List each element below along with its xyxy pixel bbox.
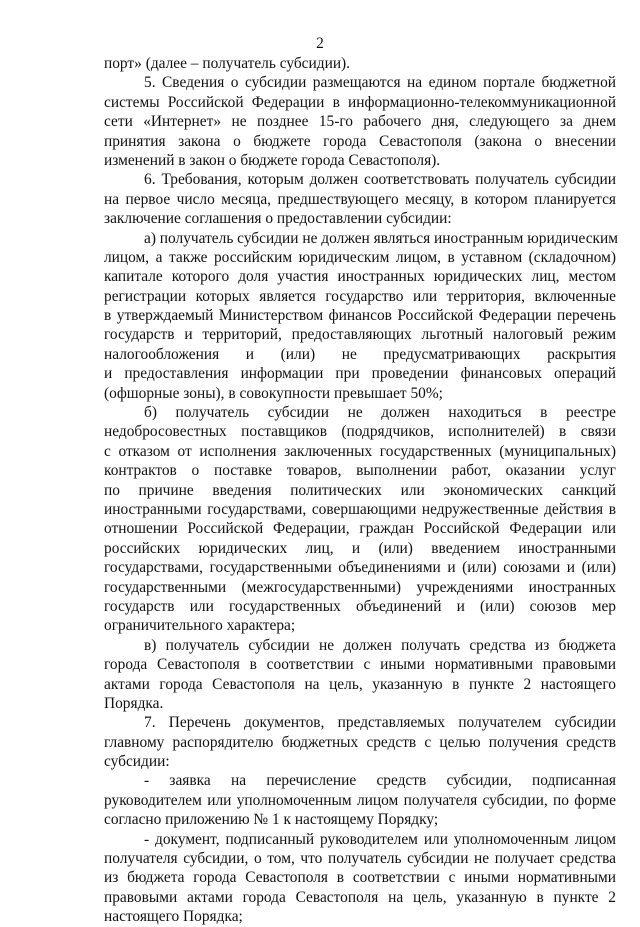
- text-line: государств или государственных объединений и (или) союзов мер: [104, 597, 616, 615]
- text-line: по причине введения политических или экономических санкций: [104, 481, 616, 499]
- text-line: - заявка на перечисление средств субсидии, подписанная: [144, 772, 616, 790]
- text-line: города Севастополя в соответствии с иными нормативными правовыми: [104, 656, 616, 674]
- document-body: [104, 54, 616, 927]
- text-line: принятия закона о бюджете города Севастополя (закона о внесении: [104, 132, 616, 150]
- text-line: в утверждаемый Министерством финансов Российской Федерации перечень: [104, 307, 616, 325]
- text-line: б) получатель субсидии не должен находиться в реестре: [144, 404, 616, 422]
- text-line: правовыми актами города Севастополя на цель, указанную в пункте 2: [104, 888, 616, 906]
- text-line: регистрации которых является государство или территория, включенные: [104, 287, 616, 305]
- text-line: (офшорные зоны), в совокупности превышает 50%;: [104, 384, 443, 402]
- text-line: главному распорядителю бюджетных средств с целью получения средств: [104, 733, 616, 751]
- text-line: согласно приложению № 1 к настоящему Порядку;: [104, 811, 439, 829]
- page-number: 2: [316, 35, 324, 52]
- text-line: государствами, государственными объединениями и (или) союзами и (или): [104, 559, 616, 577]
- text-line: руководителем или уполномоченным лицом получателя субсидии, по форме: [104, 791, 616, 809]
- text-line: Порядка.: [104, 694, 164, 712]
- text-line: актами города Севастополя на цель, указанную в пункте 2 настоящего: [104, 675, 616, 693]
- text-line: государств и территорий, предоставляющих льготный налоговый режим: [104, 326, 616, 344]
- text-line: а) получатель субсидии не должен являться иностранным юридическим: [144, 229, 618, 247]
- text-line: системы Российской Федерации в информационно-телекоммуникационной: [104, 93, 616, 111]
- text-line: контрактов о поставке товаров, выполнении работ, оказании услуг: [104, 462, 616, 480]
- text-line: изменений в закон о бюджете города Севастополя).: [104, 151, 441, 169]
- text-line: ограничительного характера;: [104, 617, 296, 635]
- text-line: на первое число месяца, предшествующего месяцу, в котором планируется: [104, 190, 616, 208]
- text-line: государственными (межгосударственными) учреждениями иностранных: [104, 578, 616, 596]
- text-line: российских юридических лиц, и (или) введением иностранными: [104, 539, 616, 557]
- text-line: порт» (далее – получатель субсидии).: [104, 55, 351, 72]
- text-line: субсидии:: [104, 753, 170, 771]
- text-line: иностранными государствами, совершающими недружественные действия в: [104, 500, 616, 518]
- text-line: налогообложения и (или) не предусматривающих раскрытия: [104, 345, 616, 363]
- text-line: в) получатель субсидии не должен получать средства из бюджета: [144, 636, 616, 654]
- text-line: получателя субсидии, о том, что получатель субсидии не получает средства: [104, 850, 616, 868]
- text-line: недобросовестных поставщиков (подрядчиков, исполнителей) в связи: [104, 423, 616, 441]
- text-line: отношении Российской Федерации, граждан Российской Федерации или: [104, 520, 616, 538]
- text-line: заключение соглашения о предоставлении субсидии:: [104, 210, 452, 228]
- text-line: - документ, подписанный руководителем или уполномоченным лицом: [144, 830, 616, 848]
- text-line: 6. Требования, которым должен соответствовать получатель субсидии: [144, 171, 616, 189]
- text-line: настоящего Порядка;: [104, 908, 243, 926]
- text-line: 5. Сведения о субсидии размещаются на едином портале бюджетной: [144, 74, 616, 92]
- text-line: капитале которого доля участия иностранных юридических лиц, местом: [104, 268, 616, 286]
- text-line: 7. Перечень документов, представляемых получателем субсидии: [144, 714, 616, 732]
- text-line: лицом, а также российским юридическим лицом, в уставном (складочном): [104, 248, 616, 266]
- text-line: и предоставления информации при проведении финансовых операций: [104, 365, 616, 383]
- text-line: с отказом от исполнения заключенных государственных (муниципальных): [104, 442, 616, 460]
- text-line: из бюджета города Севастополя в соответствии с иными нормативными: [104, 869, 616, 887]
- text-line: сети «Интернет» не позднее 15-го рабочего дня, следующего за днем: [104, 113, 616, 131]
